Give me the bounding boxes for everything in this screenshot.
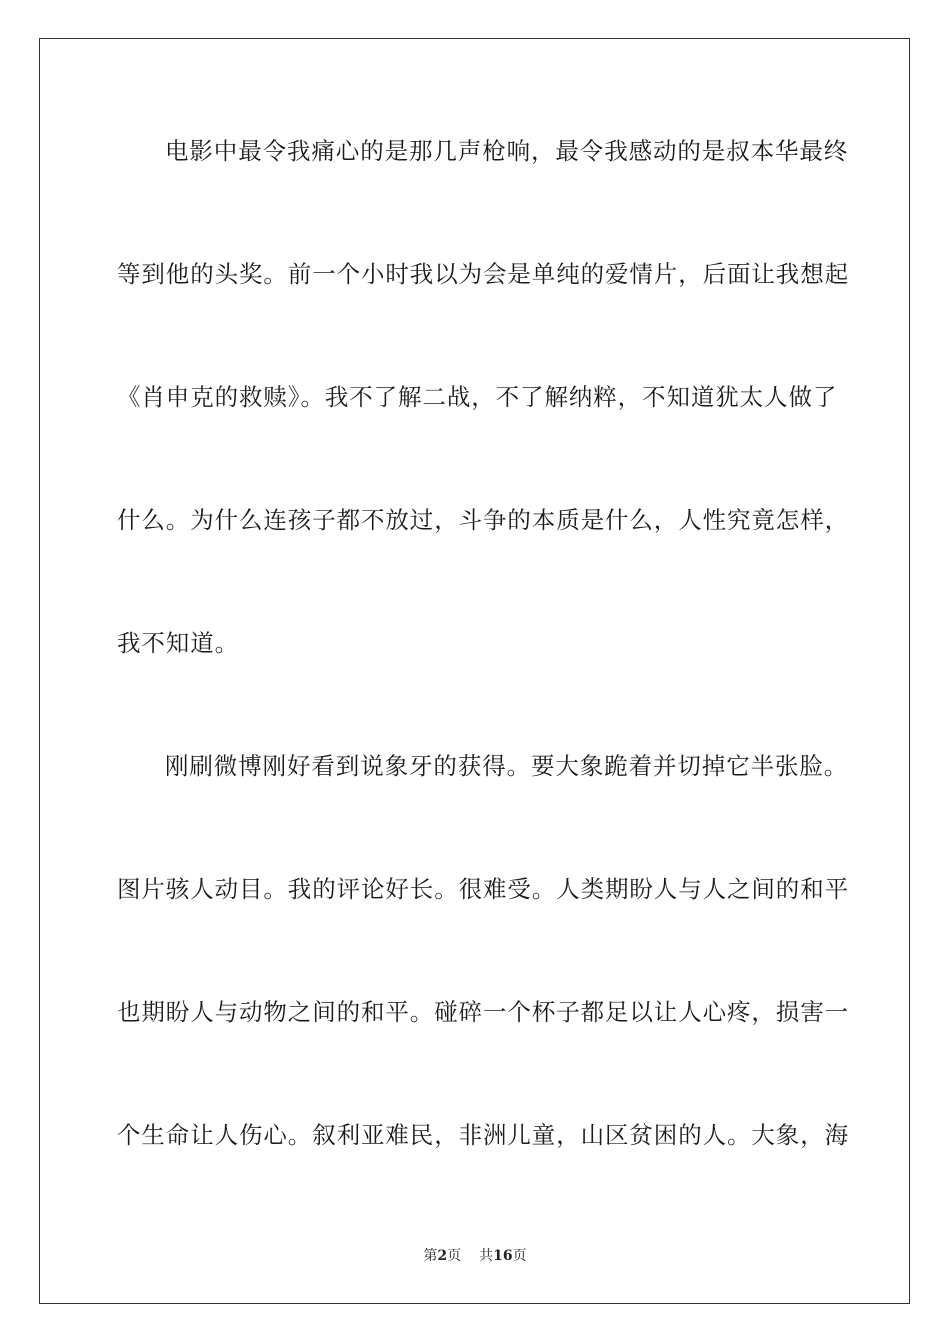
total-pages: 16 bbox=[493, 1248, 513, 1264]
total-prefix: 共 bbox=[479, 1248, 494, 1264]
text-line: 也期盼人与动物之间的和平。碰碎一个杯子都足以让人心疼，损害一 bbox=[117, 998, 849, 1026]
text-line: 图片骇人动目。我的评论好长。很难受。人类期盼人与人之间的和平 bbox=[117, 875, 849, 903]
text-line: 电影中最令我痛心的是那几声枪响，最令我感动的是叔本华最终 bbox=[165, 137, 849, 165]
page-number: 2 bbox=[437, 1248, 448, 1264]
text-line: 什么。为什么连孩子都不放过，斗争的本质是什么，人性究竟怎样， bbox=[117, 506, 849, 534]
page-border bbox=[39, 38, 910, 1304]
text-line: 我不知道。 bbox=[117, 629, 239, 657]
total-suffix: 页 bbox=[512, 1248, 527, 1264]
text-line: 《肖申克的救赎》。我不了解二战，不了解纳粹，不知道犹太人做了 bbox=[117, 383, 838, 411]
page-prefix: 第 bbox=[423, 1248, 438, 1264]
text-line: 等到他的头奖。前一个小时我以为会是单纯的爱情片，后面让我想起 bbox=[117, 260, 849, 288]
text-line: 个生命让人伤心。叙利亚难民，非洲儿童，山区贫困的人。大象，海 bbox=[117, 1121, 849, 1149]
page-suffix: 页 bbox=[447, 1248, 462, 1264]
page-footer bbox=[0, 1246, 950, 1266]
text-line: 刚刷微博刚好看到说象牙的获得。要大象跪着并切掉它半张脸。 bbox=[165, 752, 849, 780]
